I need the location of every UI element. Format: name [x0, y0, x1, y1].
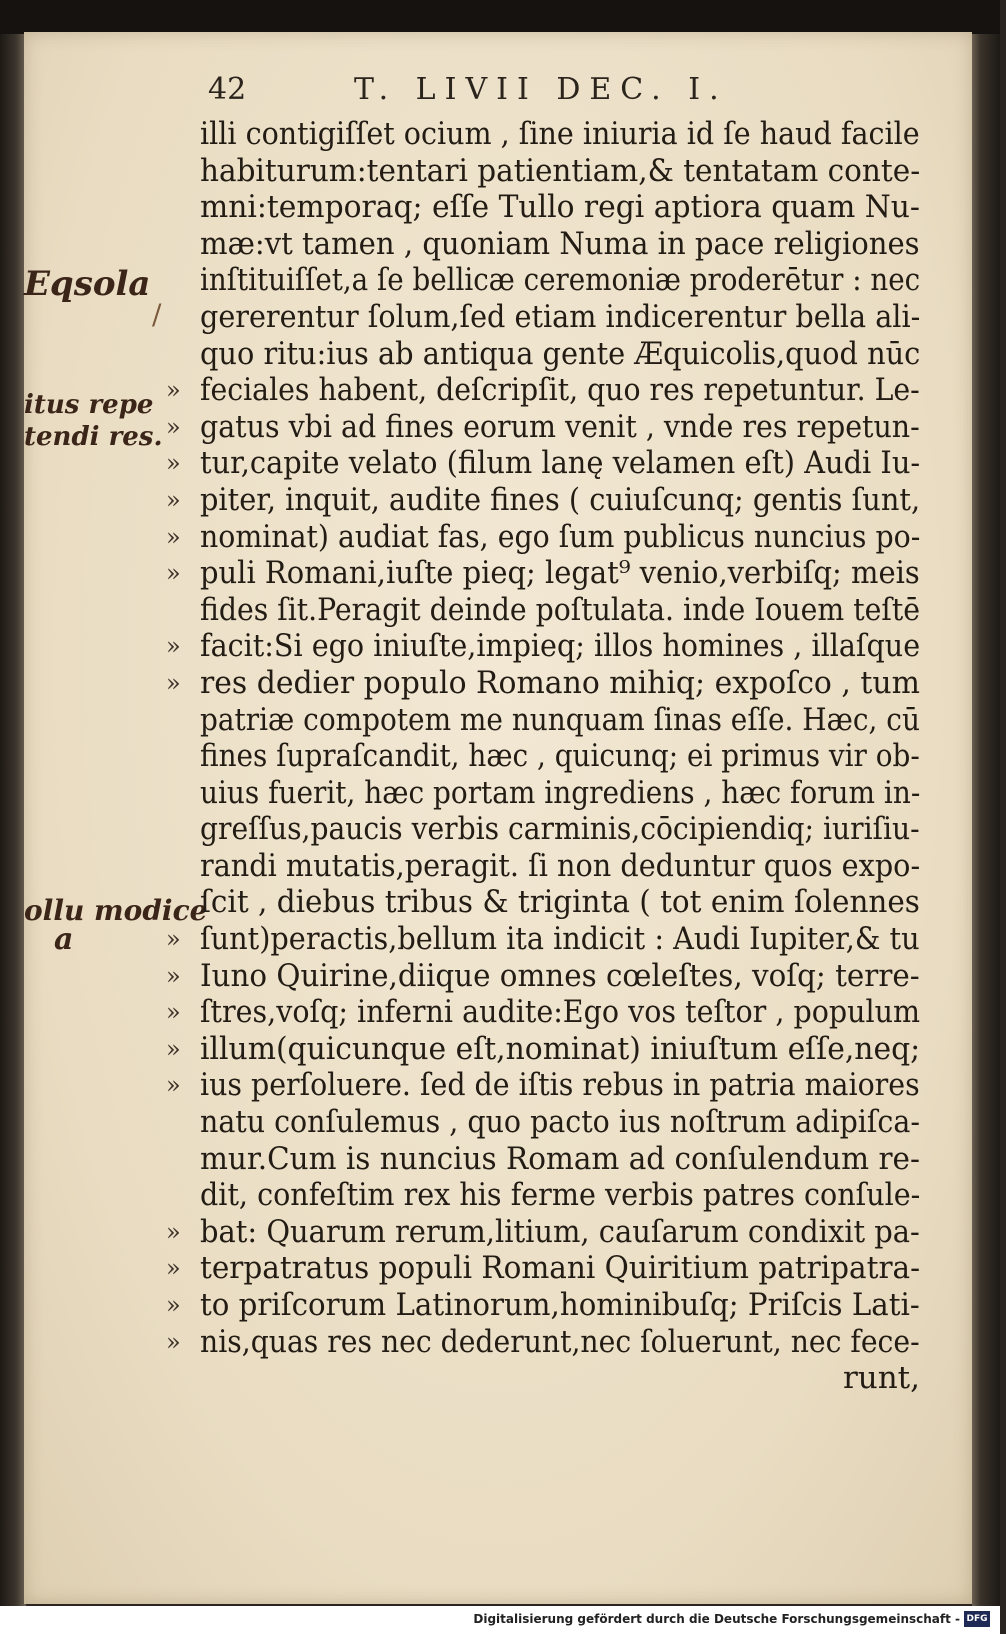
text-line	[200, 299, 920, 336]
margin-note: Eqsola	[24, 264, 151, 304]
line-text: runt,	[842, 1360, 920, 1397]
dfg-logo: DFG	[964, 1611, 990, 1627]
quote-mark: »	[166, 412, 181, 441]
text-line	[200, 811, 920, 848]
line-text: bat: Quarum rerum,litium, cauſarum condixit pa-	[200, 1213, 920, 1250]
running-head	[24, 72, 972, 112]
text-line	[166, 921, 920, 958]
quote-mark: »	[166, 376, 181, 405]
line-text: res dedier populo Romano mihiq; expoſco , tum	[200, 664, 920, 701]
line-text: randi mutatis,peragit. ſi non deduntur quos expo-	[200, 847, 921, 884]
text-line	[200, 153, 920, 190]
quote-mark: »	[166, 668, 181, 697]
line-text: fines ſupraſcandit, hæc , quicunq; ei primus vir ob-	[200, 738, 920, 775]
line-text: gatus vbi ad fines eorum venit , vnde res repetun-	[200, 408, 920, 445]
line-text: ſunt)peractis,bellum ita indicit : Audi Iupiter,& tu	[200, 921, 920, 958]
margin-note: a	[54, 922, 74, 957]
line-text: gererentur ſolum,ſed etiam indicerentur bella ali-	[200, 298, 921, 335]
text-line	[200, 1360, 920, 1397]
line-text: ſcit , diebus tribus & triginta ( tot enim ſolennes	[200, 884, 920, 921]
text-line	[200, 738, 920, 775]
line-text: feciales habent, deſcripſit, quo res repetuntur. Le-	[200, 372, 920, 409]
line-text: ſtres,voſq; inferni audite:Ego vos teſtor , populum	[200, 994, 921, 1031]
text-line	[200, 226, 920, 263]
line-text: facit:Si ego iniuſte,impieq; illos homines , illaſque	[200, 628, 921, 665]
text-line	[166, 1030, 921, 1068]
scan-right-border	[972, 34, 1000, 1606]
quote-mark: »	[166, 485, 181, 514]
text-line	[166, 408, 920, 446]
scan-top-border	[0, 0, 1000, 34]
line-text: Iuno Quirine,diique omnes cœleſtes, voſq; terre-	[200, 957, 920, 994]
quote-mark: »	[166, 632, 181, 661]
quote-mark: »	[166, 559, 181, 588]
text-line	[200, 884, 920, 921]
text-line	[200, 1104, 920, 1141]
text-line	[166, 481, 921, 519]
line-text: uius fuerit, hæc portam ingrediens , hæc forum in-	[200, 774, 921, 811]
quote-mark: »	[166, 925, 181, 954]
line-text: quo ritu:ius ab antiqua gente Æquicolis,quod nūc	[200, 335, 921, 372]
line-text: ius perſoluere. ſed de iſtis rebus in patria maiores	[200, 1067, 920, 1104]
text-line	[166, 555, 920, 592]
line-text: piter, inquit, audite fines ( cuiuſcunq; gentis ſunt,	[200, 481, 921, 518]
line-text: dit, confeſtim rex his ferme verbis patres conſule-	[200, 1177, 921, 1214]
text-line	[200, 336, 920, 373]
text-line	[166, 994, 921, 1031]
quote-mark: »	[166, 1254, 181, 1283]
line-text: to priſcorum Latinorum,hominibuſq; Priſcis Lati-	[200, 1287, 920, 1323]
scan-left-border	[0, 34, 26, 1606]
line-text: tur,capite velato (filum lanę velamen eſt) Audi Iu-	[200, 445, 921, 482]
margin-note: tendi res.	[24, 422, 163, 452]
text-line	[166, 1067, 920, 1104]
line-text: mur.Cum is nuncius Romam ad conſulendum re-	[200, 1140, 920, 1177]
margin-note: itus repe	[24, 390, 154, 420]
book-page	[24, 32, 972, 1604]
quote-mark: »	[166, 998, 181, 1027]
text-line	[166, 1287, 920, 1324]
page-number: 42	[208, 72, 247, 107]
line-text: nis,quas res nec dederunt,nec ſoluerunt, nec fece-	[200, 1323, 920, 1360]
text-line	[166, 1323, 920, 1361]
line-text: puli Romani,iuſte pieq; legat⁹ venio,verbiſq; meis	[200, 555, 920, 592]
quote-mark: »	[166, 1291, 181, 1319]
line-text: nominat) audiat fas, ego ſum publicus nuncius po-	[200, 518, 921, 555]
body-text	[166, 116, 921, 1397]
line-text: mæ:vt tamen , quoniam Numa in pace religiones	[200, 225, 920, 262]
text-line	[166, 664, 920, 702]
line-text: natu conſulemus , quo pacto ius noſtrum adipiſca-	[200, 1104, 920, 1141]
text-line	[200, 116, 920, 153]
line-text: fides ſit.Peragit deinde poſtulata. inde Iouem teſtē	[200, 591, 920, 628]
quote-mark: »	[166, 1217, 181, 1246]
margin-note: ollu modice	[24, 894, 208, 927]
footer-credit: Digitalisierung gefördert durch die Deutsche Forschungsgemeinschaft -	[473, 1612, 960, 1626]
margin-mark: /	[152, 298, 162, 331]
text-line	[200, 848, 920, 885]
quote-mark: »	[166, 1327, 181, 1356]
text-line	[200, 1141, 920, 1178]
text-line	[166, 518, 921, 556]
quote-mark: »	[166, 961, 181, 990]
text-line	[200, 1177, 920, 1214]
page-title: T. LIVII DEC. I.	[354, 72, 728, 107]
text-line	[200, 189, 920, 226]
text-line	[200, 262, 920, 299]
line-text: terpatratus populi Romani Quiritium patripatra-	[200, 1250, 921, 1287]
text-line	[166, 957, 920, 995]
line-text: inſtituiſſet,a ſe bellicæ ceremoniæ proderētur : nec	[200, 262, 921, 299]
line-text: illi contigiſſet ocium , ſine iniuria id ſe haud facile	[200, 116, 920, 152]
quote-mark: »	[166, 522, 181, 551]
text-line	[166, 372, 920, 409]
text-line	[166, 445, 921, 482]
line-text: greſſus,paucis verbis carminis,cōcipiendiq; iuriſiu-	[200, 811, 920, 848]
digitization-footer	[0, 1606, 1000, 1634]
text-line	[200, 775, 920, 812]
text-line	[166, 1213, 920, 1251]
text-line	[200, 592, 920, 629]
line-text: patriæ compotem me nunquam ſinas eſſe. Hæc, cū	[200, 701, 920, 738]
quote-mark: »	[166, 1034, 181, 1063]
quote-mark: »	[166, 449, 181, 478]
line-text: habiturum:tentari patientiam,& tentatam conte-	[200, 152, 921, 189]
text-line	[166, 628, 921, 665]
text-line	[200, 702, 920, 739]
text-line	[166, 1250, 921, 1287]
quote-mark: »	[166, 1071, 181, 1100]
line-text: mni:temporaq; eſſe Tullo regi aptiora quam Nu-	[200, 189, 920, 226]
line-text: illum(quicunque eſt,nominat) iniuſtum eſſe,neq;	[200, 1030, 921, 1067]
